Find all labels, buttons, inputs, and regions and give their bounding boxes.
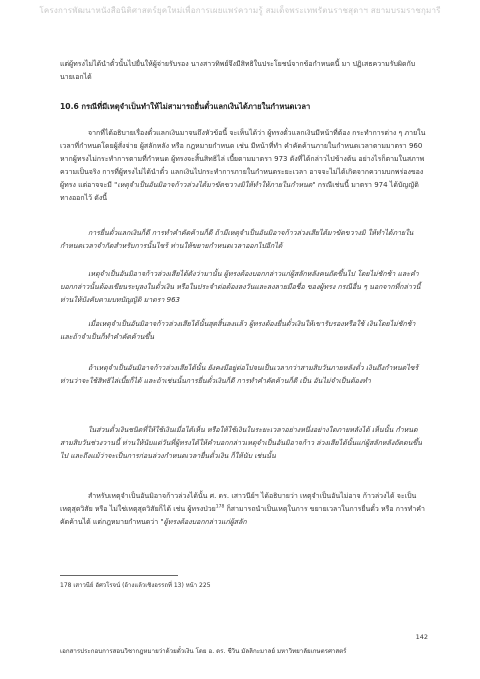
quote-paragraph-1: การยื่นตั๋วแลกเงินก็ดี การทำคำคัดค้านก็ดี ถ้ามีเหตุจำเป็นอันมิอาจก้าวล่วงเสียได้มาขัดขวางมิ ให้ทำได้ภายในกำหนดเวลาจำกัดสำหรับการนั้นไซร้ ท่านให้ขยายกำหนดเวลาออกไปอีกได้ <box>60 229 414 250</box>
body-text: จากที่ได้อธิบายเรื่องตั๋วแลกเงินมาจนถึงหัวข้อนี้ จะเห็นได้ว่า ผู้ทรงตั๋วแลกเงินมีหน้าที่ต้อง กระทำการต่าง ๆ ภายในเวลาที่กำหนดโดยผู้สั่งจ่าย ผู้สลักหลัง หรือ กฎหมายกำหนด เช่น มีหน้าที่ทำ คำคัดค้านภายในกำหนดเวลาตามมาตรา 960 หากผู้ทรงไม่กระทำการตามที่กำหนด ผู้ทรงจะสิ้นสิทธิไล่ เบี้ยตามมาตรา 973 ดังที่ได้กล่าวไปข้างต้น อย่างไรก็ตามในสภาพความเป็นจริง การที่ผู้ทรงไม่ได้นำตั๋ว แลกเงินไปกระทำการภายในกำหนดระยะเวลา อาจจะไม่ได้เกิดจากความบกพร่องของผู้ทรง แต่อาจจะมี " <box>60 129 426 189</box>
body-text-tail: " กรณีเช่นนี้ มาตรา 974 ได้บัญญัติ ทางออกไว้ ดังนี้ <box>60 181 419 202</box>
page-footer: เอกสารประกอบการสอนวิชากฎหมายว่าด้วยตั๋วเงิน โดย อ. ดร. ชีวิน มัลลิกะมาลย์ มหาวิทยาลัยเกษตรศาสตร์ <box>60 648 347 655</box>
body-text: สำหรับเหตุจำเป็นอันมิอาจก้าวล่วงได้นั้น ศ. ดร. เสาวนีย์ฯ ได้อธิบายว่า เหตุจำเป็นอันไม่อาจ ก้าวล่วงได้ จะเป็นเหตุสุดวิสัย หรือ ไม่ใช่เหตุสุดวิสัยก็ได้ เช่น ผู้ทรงป่วย <box>60 492 417 513</box>
quote-paragraph-3: เมื่อเหตุจำเป็นอันมิอาจก้าวล่วงเสียได้นั้นสุดสิ้นลงแล้ว ผู้ทรงต้องยื่นตั๋วเงินให้เขารับรองหรือใช้ เงินโดยไม่ชักช้า และถ้าจำเป็นก็ทำคำคัดค้านขึ้น <box>60 320 416 341</box>
body-paragraph-explanation <box>60 127 428 205</box>
page-number: 142 <box>415 633 428 641</box>
italic-phrase: ผู้ทรงต้องบอกกล่าวแก่ผู้สลัก <box>163 518 247 526</box>
body-paragraph-necessity <box>60 490 428 529</box>
section-heading: 10.6 กรณีที่มีเหตุจำเป็นทำให้ไม่สามารถยื่นตั๋วแลกเงินได้ภายในกำหนดเวลา <box>60 102 311 111</box>
quote-paragraph-5: ในส่วนตั๋วเงินชนิดที่ให้ใช้เงินเมื่อได้เห็น หรือให้ใช้เงินในระยะเวลาอย่างหนึ่งอย่างใดภายหลังได้ เห็นนั้น กำหนดสามสิบวันช่วงวานนี้ ท่านให้นับแต่วันที่ผู้ทรงได้ให้คำบอกกล่าวเหตุจำเป็นอันมิอาจก้าว ล่วงเสียได้นั้นแก่ผู้สลักหลังถัดตนขึ้นไป และถึงแม้ว่าจะเป็นการก่อนล่วงกำหนดเวลายื่นตั๋วเงิน ก็ให้นับ เช่นนั้น <box>60 426 422 460</box>
footnote: 178 เสาวนีย์ อัศวโรจน์ (อ้างแล้วเชิงอรรถที่ 13) หน้า 225 <box>60 582 211 589</box>
footnote-divider <box>60 575 178 576</box>
italic-phrase: เหตุจำเป็นอันมิอาจก้าวล่วงได้มาขัดขวางมิให้ทำให้ภายในกำหนด <box>117 181 313 189</box>
quote-paragraph-4: ถ้าเหตุจำเป็นอันมิอาจก้าวล่วงเสียได้นั้น ยังคงมีอยู่ต่อไปจนเป็นเวลากว่าสามสิบวันภายหลังตั๋ว เงินถึงกำหนดไซร้ ท่านว่าจะใช้สิทธิไล่เบี้ยก็ได้ และถ้าเช่นนั้นการยื่นตั๋วเงินก็ดี การทำคำคัดค้านก็ดี เป็น อันไม่จำเป็นต้องทำ <box>60 364 419 385</box>
footnote-marker[interactable]: 178 <box>215 504 225 510</box>
body-text-continued: ก็สามารถนำเป็นเหตุในการ ขยายเวลาในการยื่นตั๋ว หรือ การทำคำคัดค้านได้ แต่กฎหมายกำหนดว่า " <box>60 505 425 526</box>
intro-paragraph: แต่ผู้ทรงไม่ได้นำตั๋วนั้นไปยื่นให้ผู้จ่ายรับรอง นางสาวทิพย์จึงมีสิทธิในประโยชน์จากข้อกำหนดนี้ มา ปฏิเสธความรับผิดกับนายเอกได้ <box>60 60 416 81</box>
page-header: โครงการพัฒนาหนังสือนิติศาสตร์ยุคใหม่เพื่อการเผยแพร่ความรู้ สมเด็จพระเทพรัตนราชสุดาฯ สยามบรมราชกุมารี <box>39 6 441 15</box>
quote-paragraph-2: เหตุจำเป็นอันมิอาจก้าวล่วงเสียได้ดังว่ามานั้น ผู้ทรงต้องบอกกล่าวแก่ผู้สลักหลังคนถัดขึ้นไป โดยไม่ชักช้า และคำบอกกล่าวนั้นต้องเขียนระบุลงในตั๋วเงิน หรือในประจำต่อต้องลงวันและลงลายมือชื่อ ของผู้ทรง กรณีอื่น ๆ นอกจากที่กล่าวนี้ ท่านให้บังคับตามบทบัญญัติ มาตรา 963 <box>60 270 421 304</box>
